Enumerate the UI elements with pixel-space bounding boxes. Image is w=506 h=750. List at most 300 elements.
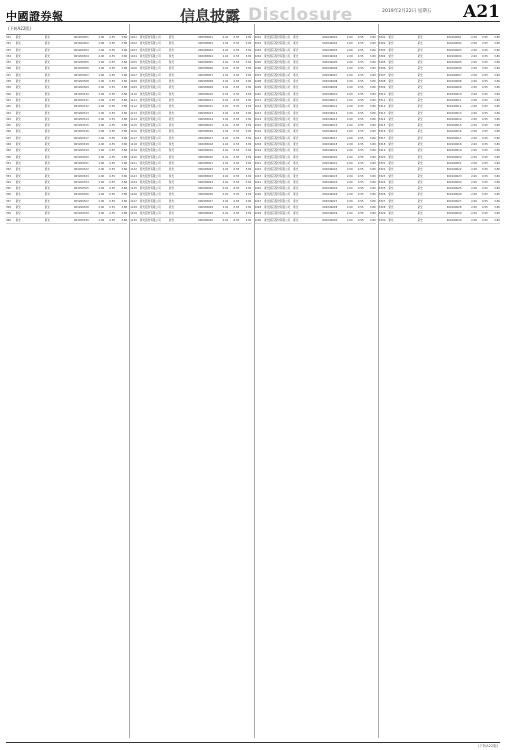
table-cell: 3.80 [245, 218, 252, 222]
table-cell: 紫光 [293, 124, 299, 128]
table-cell: 1113 [130, 111, 137, 115]
table-cell: 紫光 [388, 193, 394, 197]
table-cell: 2219 [254, 149, 262, 153]
table-cell: 000938015 [198, 124, 213, 128]
table-cell: 紫光 [417, 180, 423, 184]
table-cell: 紫光 [388, 54, 394, 58]
table-cell: 3.80 [494, 161, 500, 165]
table-cell: 紫光 [388, 180, 394, 184]
table-cell: 紫光 [293, 168, 299, 172]
table-cell: 0.55 [482, 143, 488, 147]
table-cell: 1102 [130, 42, 137, 46]
table-cell: 2.00 [471, 80, 477, 84]
table-cell: 紫光 [417, 124, 423, 128]
table-cell: 344 [6, 117, 11, 121]
table-cell: 紫光 [293, 199, 299, 203]
table-cell: 0.55 [357, 48, 364, 52]
table-cell: 2.00 [98, 136, 105, 140]
table-cell: 600100006 [446, 67, 462, 71]
table-cell: 0.55 [233, 98, 240, 102]
table-cell: 2.00 [471, 136, 477, 140]
table-cell: 600100027 [446, 199, 462, 203]
table-cell: 0.55 [482, 136, 488, 140]
table-cell: 2.00 [222, 199, 229, 203]
table-cell: 3318 [378, 143, 386, 147]
column-title [255, 24, 376, 35]
table-cell: 3312 [378, 105, 386, 109]
table-cell: 紫光 [169, 92, 175, 96]
table-cell: 紫光股份有限公司 [139, 54, 161, 58]
table-cell: 3.80 [369, 130, 376, 134]
table-cell: 3.80 [369, 143, 376, 147]
table-cell: 0.55 [109, 124, 116, 128]
table-cell: 0.55 [109, 73, 116, 77]
table-cell: 003200304 [73, 54, 89, 58]
table-cell: 2.00 [98, 143, 105, 147]
table-cell: 338 [6, 80, 11, 84]
table-cell: 0.55 [109, 212, 116, 216]
table-cell: 紫光 [169, 54, 175, 58]
table-cell: 0.55 [109, 130, 116, 134]
table-cell: 331 [6, 36, 11, 39]
table-cell: 2.00 [471, 111, 477, 115]
table-cell: 600100016 [446, 130, 462, 134]
table-cell: 0.55 [109, 161, 116, 165]
table-cell: 2.00 [98, 155, 105, 159]
table-cell: 2.00 [471, 73, 477, 77]
table-cell: 0.55 [109, 98, 116, 102]
table-cell: 3.80 [121, 54, 128, 58]
table-cell: 002049022 [322, 168, 338, 172]
table-cell: 2.00 [346, 61, 353, 65]
table-cell: 003200328 [73, 206, 89, 210]
table-cell: 紫光国芯股份有限公司 [264, 168, 291, 172]
table-cell: 000938005 [198, 61, 213, 65]
table-cell: 0.55 [109, 136, 116, 140]
table-cell: 3.80 [245, 136, 252, 140]
table-cell: 3326 [378, 193, 386, 197]
table-cell: 0.55 [233, 92, 240, 96]
table-cell: 1118 [130, 143, 137, 147]
table-cell: 600100002 [446, 42, 462, 46]
table-cell: 000938011 [198, 98, 213, 102]
table-cell: 0.55 [233, 143, 240, 147]
table-cell: 3.80 [121, 180, 128, 184]
table-cell: 2.00 [98, 98, 105, 102]
table-cell: 3.80 [369, 161, 376, 165]
table-cell: 2.00 [346, 206, 353, 210]
table-cell: 紫光 [417, 161, 423, 165]
table-cell: 紫光国芯股份有限公司 [264, 180, 291, 184]
table-cell: 紫光 [417, 98, 423, 102]
table-cell: 紫光 [388, 48, 394, 52]
table-cell: 003200315 [73, 124, 89, 128]
table-cell: 紫光股份有限公司 [139, 86, 161, 90]
table-cell: 3.80 [369, 206, 376, 210]
table-cell: 3.80 [369, 212, 376, 216]
table-cell: 紫光股份有限公司 [139, 149, 161, 153]
table-cell: 2.00 [222, 212, 229, 216]
table-cell: 紫光 [388, 111, 394, 115]
table-cell: 紫光 [293, 42, 299, 46]
table-cell: 紫光 [293, 61, 299, 65]
table-cell: 紫光国芯股份有限公司 [264, 136, 291, 140]
table-cell: 2.00 [346, 117, 353, 121]
table-cell: 紫光 [169, 174, 175, 178]
table-cell: 紫光 [15, 168, 21, 172]
table-cell: 3.80 [369, 86, 376, 90]
table-cell: 紫光 [44, 130, 50, 134]
table-cell: 600100020 [446, 155, 462, 159]
table-cell: 0.55 [482, 111, 488, 115]
table-cell: 紫光 [169, 105, 175, 109]
table-cell: 2.00 [98, 180, 105, 184]
table-cell: 3.80 [369, 218, 376, 222]
table-cell: 2.00 [346, 105, 353, 109]
table-cell: 紫光 [169, 117, 175, 121]
table-cell: 600100014 [446, 117, 462, 121]
table-cell: 紫光 [417, 61, 423, 65]
table-cell: 600100013 [446, 111, 462, 115]
table-cell: 紫光 [44, 36, 50, 39]
table-cell: 0.55 [357, 174, 364, 178]
table-cell: 2.00 [471, 42, 477, 46]
table-cell: 0.55 [482, 161, 488, 165]
table-cell: 003200306 [73, 67, 89, 71]
table-cell: 紫光国芯股份有限公司 [264, 212, 291, 216]
table-cell: 002049004 [322, 54, 338, 58]
table-cell: 0.55 [109, 48, 116, 52]
table-cell: 002049007 [322, 73, 338, 77]
table-cell: 2214 [254, 117, 262, 121]
table-cell: 3.80 [494, 92, 500, 96]
table-cell: 000938027 [198, 199, 213, 203]
table-cell: 3329 [378, 212, 386, 216]
table-cell: 002049027 [322, 199, 338, 203]
table-cell: 000938017 [198, 136, 213, 140]
table-cell: 紫光 [169, 61, 175, 65]
table-cell: 紫光 [15, 124, 21, 128]
table-cell: 3306 [378, 67, 386, 71]
table-cell: 2206 [254, 67, 262, 71]
table-cell: 紫光 [417, 117, 423, 121]
table-cell: 2.00 [98, 80, 105, 84]
table-cell: 2.00 [346, 193, 353, 197]
table-cell: 2220 [254, 155, 262, 159]
table-cell: 紫光 [417, 105, 423, 109]
table-cell: 002049019 [322, 149, 338, 153]
table-cell: 1115 [130, 124, 137, 128]
table-cell: 紫光股份有限公司 [139, 92, 161, 96]
table-cell: 0.55 [233, 42, 240, 46]
paper-name: 中國證券報 [6, 10, 64, 23]
table-cell: 紫光 [44, 111, 50, 115]
table-cell: 0.55 [482, 67, 488, 71]
table-cell: 600100007 [446, 73, 462, 77]
table-cell: 3.80 [494, 54, 500, 58]
table-cell: 2225 [254, 187, 262, 191]
table-cell: 600100012 [446, 105, 462, 109]
table-cell: 0.55 [233, 136, 240, 140]
table-cell: 2.00 [346, 36, 353, 39]
table-cell: 紫光 [417, 136, 423, 140]
table-cell: 紫光 [417, 193, 423, 197]
table-cell: 紫光 [44, 149, 50, 153]
table-cell: 紫光 [388, 218, 394, 222]
table-cell: 358 [6, 206, 11, 210]
table-cell: 2.00 [98, 92, 105, 96]
table-cell: 紫光国芯股份有限公司 [264, 199, 291, 203]
table-cell: 3.80 [245, 149, 252, 153]
table-cell: 003200302 [73, 42, 89, 46]
table-cell: 3.80 [245, 48, 252, 52]
table-cell: 3.80 [494, 117, 500, 121]
table-cell: 紫光 [293, 193, 299, 197]
table-cell: 3.80 [494, 180, 500, 184]
table-cell: 3.80 [494, 73, 500, 77]
table-cell: 紫光 [388, 124, 394, 128]
table-cell: 0.55 [482, 199, 488, 203]
table-cell: 3.80 [121, 136, 128, 140]
table-cell: 0.55 [357, 180, 364, 184]
table-cell: 356 [6, 193, 11, 197]
table-cell: 2.00 [222, 180, 229, 184]
table-cell: 2221 [254, 161, 262, 165]
table-cell: 3.80 [369, 117, 376, 121]
table-cell: 紫光股份有限公司 [139, 174, 161, 178]
table-cell: 3.80 [494, 98, 500, 102]
table-cell: 357 [6, 199, 11, 203]
table-cell: 3.80 [494, 155, 500, 159]
table-cell: 000938004 [198, 54, 213, 58]
table-cell: 3317 [378, 136, 386, 140]
table-cell: 3.80 [121, 36, 128, 39]
table-cell: 紫光 [44, 117, 50, 121]
table-cell: 紫光 [388, 67, 394, 71]
table-cell: 3.80 [121, 73, 128, 77]
table-cell: 3.80 [245, 168, 252, 172]
table-cell: 紫光股份有限公司 [139, 124, 161, 128]
table-cell: 紫光 [388, 61, 394, 65]
table-cell: 紫光国芯股份有限公司 [264, 206, 291, 210]
table-cell: 3322 [378, 168, 386, 172]
table-cell: 2.00 [471, 54, 477, 58]
table-cell: 349 [6, 149, 11, 153]
table-cell: 003200311 [73, 98, 89, 102]
table-cell: 紫光 [417, 199, 423, 203]
table-cell: 000938022 [198, 168, 213, 172]
table-cell: 紫光股份有限公司 [139, 42, 161, 46]
table-cell: 1128 [130, 206, 137, 210]
table-cell: 0.55 [109, 42, 116, 46]
table-cell: 0.55 [482, 80, 488, 84]
table-cell: 紫光 [388, 80, 394, 84]
table-cell: 紫光 [169, 155, 175, 159]
table-cell: 紫光 [169, 168, 175, 172]
table-cell: 000938010 [198, 92, 213, 96]
table-cell: 3.80 [494, 124, 500, 128]
table-cell: 600100009 [446, 86, 462, 90]
table-cell: 紫光 [293, 174, 299, 178]
table-cell: 紫光国芯股份有限公司 [264, 161, 291, 165]
table-cell: 2207 [254, 73, 262, 77]
table-cell: 003200317 [73, 136, 89, 140]
disclosure-columns [6, 24, 500, 738]
table-cell: 0.55 [109, 206, 116, 210]
table-cell: 2.00 [98, 86, 105, 90]
table-cell: 2.00 [222, 193, 229, 197]
table-cell: 345 [6, 124, 11, 128]
table-cell: 紫光 [15, 61, 21, 65]
table-cell: 2.00 [222, 218, 229, 222]
disclosure-column [254, 24, 376, 738]
table-cell: 紫光 [15, 206, 21, 210]
table-cell: 紫光 [169, 80, 175, 84]
table-cell: 1121 [130, 161, 137, 165]
table-cell: 2.00 [471, 212, 477, 216]
table-cell: 600100029 [446, 212, 462, 216]
table-cell: 紫光 [417, 54, 423, 58]
table-cell: 紫光 [15, 212, 21, 216]
table-cell: 2228 [254, 206, 262, 210]
table-cell: 3304 [378, 54, 386, 58]
table-cell: 0.55 [233, 124, 240, 128]
table-cell: 3.80 [369, 54, 376, 58]
table-cell: 3.80 [494, 212, 500, 216]
table-cell: 紫光 [169, 111, 175, 115]
table-cell: 紫光国芯股份有限公司 [264, 149, 291, 153]
table-cell: 002049006 [322, 67, 338, 71]
table-cell: 2.00 [346, 67, 353, 71]
table-cell: 紫光 [15, 149, 21, 153]
table-cell: 2.00 [222, 124, 229, 128]
table-cell: 紫光 [417, 155, 423, 159]
table-cell: 002049011 [322, 98, 338, 102]
table-cell: 紫光 [44, 42, 50, 46]
table-cell: 2212 [254, 105, 262, 109]
table-cell: 紫光股份有限公司 [139, 61, 161, 65]
disclosure-table [255, 35, 376, 738]
table-cell: 紫光 [417, 149, 423, 153]
table-cell: 紫光国芯股份有限公司 [264, 86, 291, 90]
table-cell: 紫光 [15, 130, 21, 134]
table-cell: 0.55 [233, 174, 240, 178]
table-cell: 003200326 [73, 193, 89, 197]
table-cell: 359 [6, 212, 11, 216]
table-cell: 2.00 [98, 42, 105, 46]
table-cell: 600100001 [446, 36, 462, 39]
table-cell: 0.55 [357, 86, 364, 90]
table-cell: 紫光 [15, 117, 21, 121]
table-cell: 0.55 [233, 206, 240, 210]
table-cell: 紫光 [293, 105, 299, 109]
table-cell: 紫光 [293, 180, 299, 184]
table-cell: 3.80 [121, 206, 128, 210]
table-cell: 紫光 [417, 92, 423, 96]
table-cell: 600100023 [446, 174, 462, 178]
table-cell: 3.80 [245, 111, 252, 115]
table-cell: 000938003 [198, 48, 213, 52]
table-cell: 3.80 [121, 61, 128, 65]
table-cell: 2211 [254, 98, 262, 102]
table-cell: 紫光 [44, 206, 50, 210]
table-cell: 2.00 [222, 42, 229, 46]
table-row [130, 218, 251, 224]
table-cell: 002049024 [322, 180, 338, 184]
table-cell: 紫光股份有限公司 [139, 161, 161, 165]
table-cell: 003200324 [73, 180, 89, 184]
table-cell: 紫光 [44, 161, 50, 165]
table-cell: 0.55 [109, 174, 116, 178]
table-cell: 紫光 [417, 80, 423, 84]
table-cell: 002049009 [322, 86, 338, 90]
table-cell: 1125 [130, 187, 137, 191]
table-cell: 1101 [130, 36, 137, 39]
table-cell: 2.00 [471, 48, 477, 52]
disclosure-column [6, 24, 127, 738]
table-cell: 0.55 [482, 42, 488, 46]
disclosure-column [129, 24, 251, 738]
disclosure-column [378, 24, 500, 738]
table-cell: 紫光 [15, 67, 21, 71]
table-cell: 紫光 [169, 143, 175, 147]
table-cell: 3.80 [494, 199, 500, 203]
table-cell: 0.55 [357, 61, 364, 65]
table-cell: 紫光股份有限公司 [139, 180, 161, 184]
table-cell: 0.55 [109, 187, 116, 191]
table-cell: 紫光国芯股份有限公司 [264, 80, 291, 84]
table-cell: 3.80 [121, 174, 128, 178]
table-cell: 2.00 [471, 149, 477, 153]
table-cell: 3.80 [369, 111, 376, 115]
table-cell: 紫光股份有限公司 [139, 36, 161, 39]
table-cell: 2.00 [98, 36, 105, 39]
table-cell: 000938021 [198, 161, 213, 165]
table-cell: 紫光 [388, 98, 394, 102]
table-cell: 2.00 [98, 187, 105, 191]
table-cell: 紫光 [15, 218, 21, 222]
table-cell: 2218 [254, 143, 262, 147]
table-cell: 0.55 [357, 36, 364, 39]
table-cell: 0.55 [233, 161, 240, 165]
table-cell: 0.55 [233, 80, 240, 84]
table-cell: 003200319 [73, 149, 89, 153]
table-cell: 003200325 [73, 187, 89, 191]
table-cell: 3.80 [369, 174, 376, 178]
table-cell: 紫光 [293, 155, 299, 159]
table-cell: 紫光 [417, 212, 423, 216]
table-cell: 3.80 [121, 111, 128, 115]
table-cell: 紫光 [293, 130, 299, 134]
table-cell: 2.00 [222, 54, 229, 58]
table-cell: 3311 [378, 98, 386, 102]
table-cell: 3328 [378, 206, 386, 210]
table-cell: 紫光 [15, 42, 21, 46]
table-cell: 紫光 [388, 92, 394, 96]
table-cell: 紫光 [388, 42, 394, 46]
table-cell: 紫光 [169, 86, 175, 90]
table-cell: 3.80 [245, 161, 252, 165]
table-cell: 紫光 [44, 136, 50, 140]
table-cell: 紫光 [15, 98, 21, 102]
table-cell: 紫光 [15, 143, 21, 147]
table-cell: 紫光 [293, 218, 299, 222]
table-cell: 2.00 [98, 61, 105, 65]
table-cell: 紫光 [44, 180, 50, 184]
table-cell: 0.55 [233, 48, 240, 52]
table-cell: 2.00 [346, 161, 353, 165]
table-cell: 600100017 [446, 136, 462, 140]
